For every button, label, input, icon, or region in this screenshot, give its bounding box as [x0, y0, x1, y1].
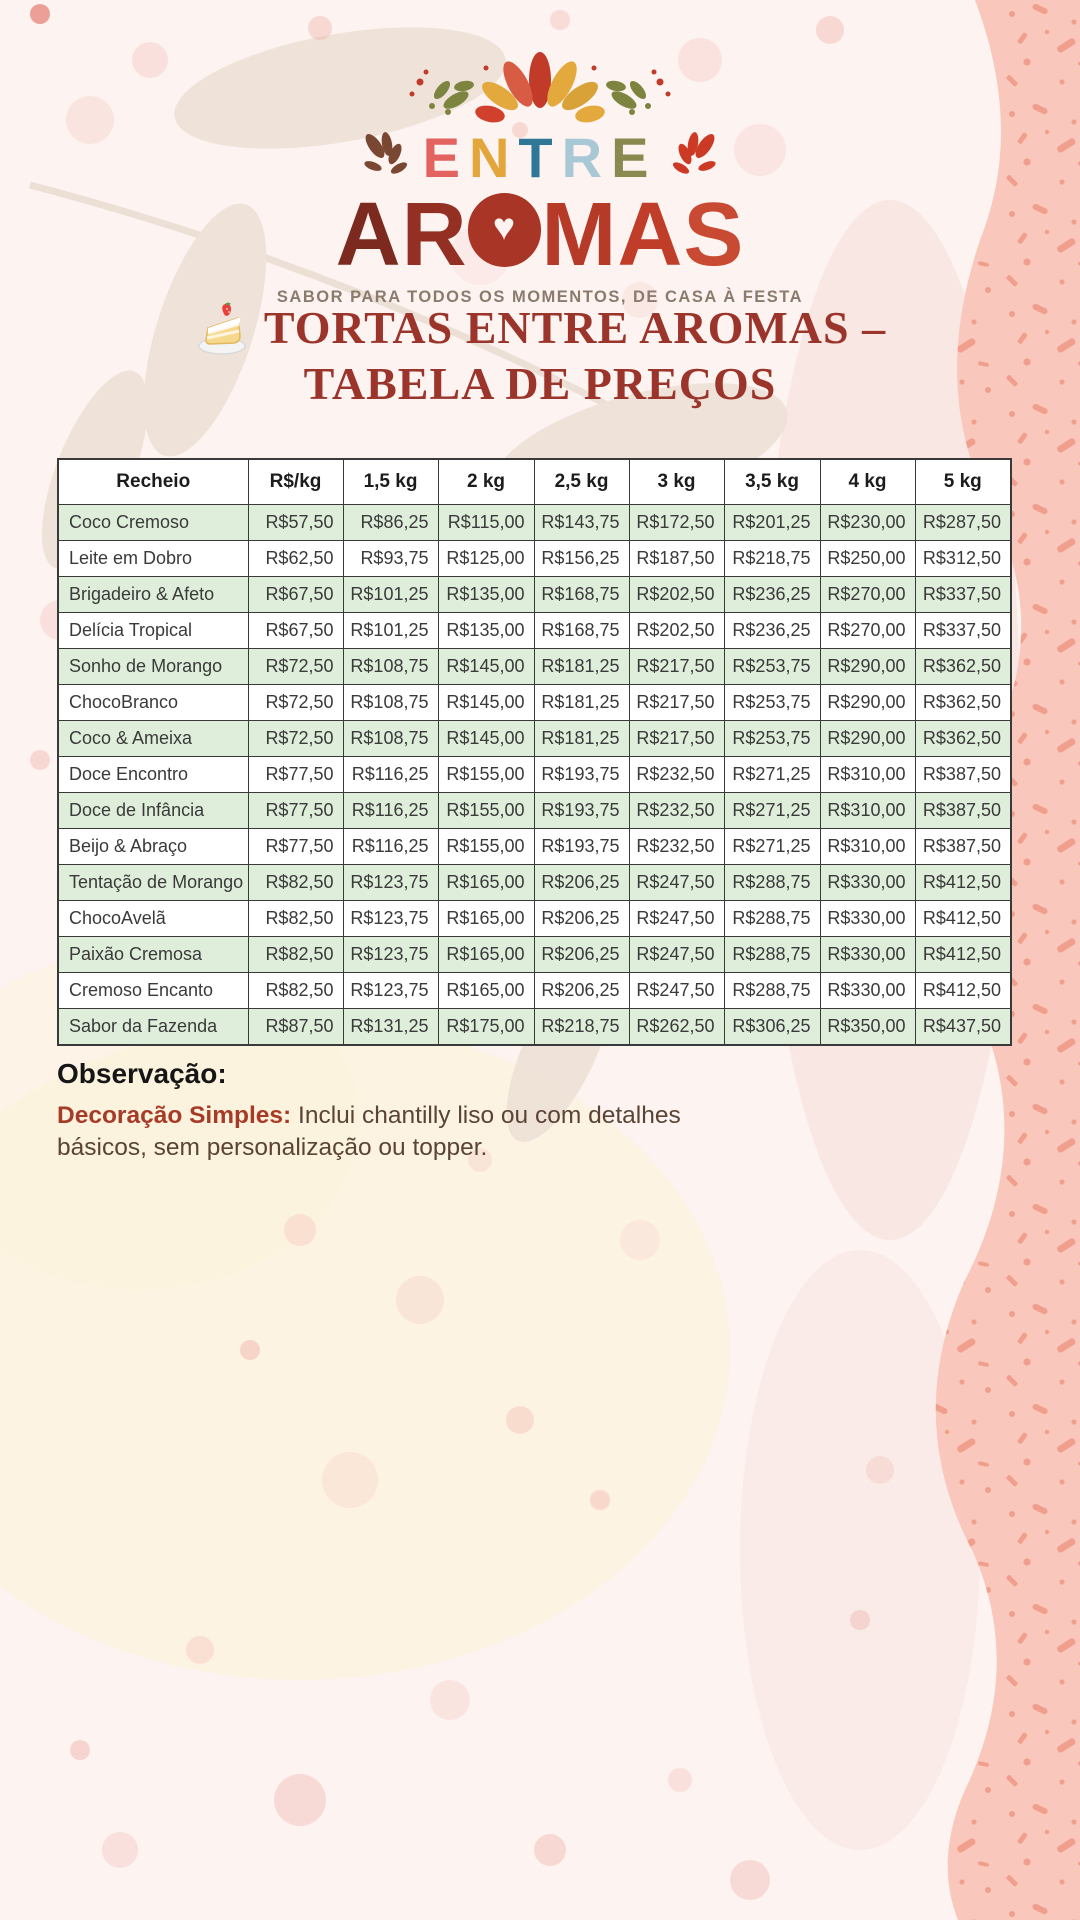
logo-letter	[468, 193, 542, 267]
price-cell: R$310,00	[820, 793, 915, 829]
note-text: Inclui chantilly liso ou com detalhes básicos, sem personalização ou topper.	[57, 1102, 681, 1162]
price-cell: R$270,00	[820, 577, 915, 613]
price-cell: R$206,25	[534, 937, 629, 973]
filling-name: Doce de Infância	[58, 793, 248, 829]
price-cell: R$175,00	[438, 1009, 534, 1046]
price-cell: R$288,75	[724, 973, 820, 1009]
price-cell: R$232,50	[629, 829, 724, 865]
price-cell: R$206,25	[534, 973, 629, 1009]
price-cell: R$387,50	[915, 757, 1011, 793]
note-body	[57, 1100, 707, 1165]
price-cell: R$123,75	[343, 973, 438, 1009]
price-cell: R$412,50	[915, 901, 1011, 937]
table-row	[58, 901, 1011, 937]
price-cell: R$253,75	[724, 685, 820, 721]
price-cell: R$218,75	[534, 1009, 629, 1046]
price-cell: R$82,50	[248, 937, 343, 973]
price-cell: R$350,00	[820, 1009, 915, 1046]
price-cell: R$72,50	[248, 721, 343, 757]
table-row	[58, 685, 1011, 721]
price-cell: R$236,25	[724, 577, 820, 613]
price-cell: R$437,50	[915, 1009, 1011, 1046]
price-cell: R$116,25	[343, 793, 438, 829]
filling-name: Sonho de Morango	[58, 649, 248, 685]
logo-letter: R	[401, 185, 468, 285]
table-row	[58, 757, 1011, 793]
price-cell: R$181,25	[534, 649, 629, 685]
table-row	[58, 973, 1011, 1009]
filling-name: ChocoAvelã	[58, 901, 248, 937]
filling-name: Leite em Dobro	[58, 541, 248, 577]
table-body	[58, 505, 1011, 1046]
price-cell: R$82,50	[248, 865, 343, 901]
filling-name: Tentação de Morango	[58, 865, 248, 901]
title-line-2: TABELA DE PREÇOS	[303, 358, 777, 409]
price-cell: R$247,50	[629, 937, 724, 973]
brown-leaf-cluster-icon	[361, 132, 407, 184]
price-cell: R$412,50	[915, 973, 1011, 1009]
logo-word-aromas	[0, 185, 1080, 285]
page-title	[0, 300, 1080, 411]
brand-logo	[0, 42, 1080, 307]
logo-letter: E	[611, 126, 658, 189]
price-cell: R$236,25	[724, 613, 820, 649]
price-cell: R$290,00	[820, 721, 915, 757]
price-cell: R$86,25	[343, 505, 438, 541]
price-cell: R$290,00	[820, 685, 915, 721]
price-cell: R$108,75	[343, 721, 438, 757]
price-cell: R$165,00	[438, 937, 534, 973]
price-cell: R$232,50	[629, 793, 724, 829]
price-cell: R$287,50	[915, 505, 1011, 541]
price-cell: R$145,00	[438, 649, 534, 685]
price-cell: R$201,25	[724, 505, 820, 541]
logo-letter: S	[683, 185, 745, 285]
price-cell: R$116,25	[343, 829, 438, 865]
price-cell: R$115,00	[438, 505, 534, 541]
column-header: 4 kg	[820, 459, 915, 505]
note-label: Decoração Simples:	[57, 1102, 292, 1129]
observation-note	[57, 1058, 737, 1165]
price-cell: R$362,50	[915, 685, 1011, 721]
price-cell: R$247,50	[629, 973, 724, 1009]
filling-name: ChocoBranco	[58, 685, 248, 721]
price-cell: R$135,00	[438, 577, 534, 613]
filling-name: Cremoso Encanto	[58, 973, 248, 1009]
price-cell: R$270,00	[820, 613, 915, 649]
filling-name: Beijo & Abraço	[58, 829, 248, 865]
logo-letter: A	[335, 185, 402, 285]
price-cell: R$181,25	[534, 721, 629, 757]
price-cell: R$57,50	[248, 505, 343, 541]
price-cell: R$123,75	[343, 901, 438, 937]
filling-name: Sabor da Fazenda	[58, 1009, 248, 1046]
price-cell: R$155,00	[438, 757, 534, 793]
price-cell: R$218,75	[724, 541, 820, 577]
red-leaf-cluster-icon	[673, 132, 719, 184]
price-cell: R$412,50	[915, 865, 1011, 901]
table-row	[58, 1009, 1011, 1046]
price-cell: R$165,00	[438, 901, 534, 937]
price-cell: R$288,75	[724, 937, 820, 973]
price-table	[57, 458, 1012, 1046]
price-cell: R$288,75	[724, 865, 820, 901]
logo-letter: M	[541, 185, 618, 285]
filling-name: Paixão Cremosa	[58, 937, 248, 973]
price-cell: R$217,50	[629, 685, 724, 721]
table-row	[58, 793, 1011, 829]
price-cell: R$193,75	[534, 757, 629, 793]
price-cell: R$387,50	[915, 829, 1011, 865]
price-cell: R$168,75	[534, 613, 629, 649]
column-header: 3 kg	[629, 459, 724, 505]
price-cell: R$217,50	[629, 721, 724, 757]
price-cell: R$202,50	[629, 577, 724, 613]
price-cell: R$155,00	[438, 829, 534, 865]
price-cell: R$72,50	[248, 685, 343, 721]
price-cell: R$165,00	[438, 865, 534, 901]
price-cell: R$271,25	[724, 829, 820, 865]
filling-name: Coco & Ameixa	[58, 721, 248, 757]
heart-icon: ♥	[492, 206, 517, 249]
table-row	[58, 829, 1011, 865]
table-row	[58, 577, 1011, 613]
price-cell: R$123,75	[343, 865, 438, 901]
cake-slice-icon	[194, 300, 250, 356]
logo-word-entre	[422, 126, 658, 189]
price-cell: R$247,50	[629, 901, 724, 937]
price-cell: R$253,75	[724, 721, 820, 757]
price-cell: R$362,50	[915, 721, 1011, 757]
price-cell: R$253,75	[724, 649, 820, 685]
title-line-1: TORTAS ENTRE AROMAS –	[263, 302, 887, 354]
table-row	[58, 865, 1011, 901]
price-cell: R$230,00	[820, 505, 915, 541]
price-cell: R$362,50	[915, 649, 1011, 685]
logo-letter: N	[468, 126, 519, 189]
price-cell: R$330,00	[820, 973, 915, 1009]
price-cell: R$145,00	[438, 721, 534, 757]
price-cell: R$156,25	[534, 541, 629, 577]
price-cell: R$87,50	[248, 1009, 343, 1046]
price-cell: R$288,75	[724, 901, 820, 937]
column-header: Recheio	[58, 459, 248, 505]
filling-name: Coco Cremoso	[58, 505, 248, 541]
price-cell: R$306,25	[724, 1009, 820, 1046]
price-cell: R$337,50	[915, 613, 1011, 649]
price-cell: R$412,50	[915, 937, 1011, 973]
filling-name: Brigadeiro & Afeto	[58, 577, 248, 613]
price-cell: R$232,50	[629, 757, 724, 793]
price-cell: R$82,50	[248, 973, 343, 1009]
column-header: 2 kg	[438, 459, 534, 505]
price-cell: R$271,25	[724, 757, 820, 793]
price-cell: R$143,75	[534, 505, 629, 541]
price-cell: R$101,25	[343, 577, 438, 613]
column-header: 1,5 kg	[343, 459, 438, 505]
filling-name: Doce Encontro	[58, 757, 248, 793]
price-cell: R$387,50	[915, 793, 1011, 829]
price-cell: R$168,75	[534, 577, 629, 613]
price-cell: R$310,00	[820, 757, 915, 793]
table-row	[58, 649, 1011, 685]
price-cell: R$67,50	[248, 577, 343, 613]
price-cell: R$123,75	[343, 937, 438, 973]
column-header: R$/kg	[248, 459, 343, 505]
logo-letter: R	[561, 126, 612, 189]
price-cell: R$206,25	[534, 865, 629, 901]
price-cell: R$116,25	[343, 757, 438, 793]
price-cell: R$131,25	[343, 1009, 438, 1046]
price-cell: R$181,25	[534, 685, 629, 721]
price-cell: R$337,50	[915, 577, 1011, 613]
table-row	[58, 721, 1011, 757]
price-cell: R$330,00	[820, 937, 915, 973]
price-cell: R$262,50	[629, 1009, 724, 1046]
price-cell: R$125,00	[438, 541, 534, 577]
price-cell: R$135,00	[438, 613, 534, 649]
table-row	[58, 613, 1011, 649]
price-cell: R$312,50	[915, 541, 1011, 577]
price-cell: R$62,50	[248, 541, 343, 577]
price-cell: R$206,25	[534, 901, 629, 937]
price-cell: R$77,50	[248, 829, 343, 865]
table-row	[58, 505, 1011, 541]
table-row	[58, 541, 1011, 577]
price-cell: R$202,50	[629, 613, 724, 649]
price-cell: R$67,50	[248, 613, 343, 649]
table-header-row	[58, 459, 1011, 505]
logo-letter: A	[617, 185, 684, 285]
price-cell: R$72,50	[248, 649, 343, 685]
price-cell: R$310,00	[820, 829, 915, 865]
table-row	[58, 937, 1011, 973]
filling-name: Delícia Tropical	[58, 613, 248, 649]
column-header: 5 kg	[915, 459, 1011, 505]
price-cell: R$145,00	[438, 685, 534, 721]
price-cell: R$77,50	[248, 793, 343, 829]
floral-fan-icon	[390, 42, 690, 130]
price-cell: R$247,50	[629, 865, 724, 901]
price-cell: R$93,75	[343, 541, 438, 577]
price-cell: R$187,50	[629, 541, 724, 577]
price-cell: R$193,75	[534, 829, 629, 865]
price-cell: R$165,00	[438, 973, 534, 1009]
column-header: 2,5 kg	[534, 459, 629, 505]
price-cell: R$330,00	[820, 901, 915, 937]
price-cell: R$271,25	[724, 793, 820, 829]
price-cell: R$101,25	[343, 613, 438, 649]
logo-letter: E	[422, 126, 469, 189]
price-cell: R$193,75	[534, 793, 629, 829]
price-cell: R$108,75	[343, 685, 438, 721]
price-cell: R$82,50	[248, 901, 343, 937]
price-cell: R$172,50	[629, 505, 724, 541]
price-cell: R$217,50	[629, 649, 724, 685]
logo-letter: T	[518, 126, 562, 189]
note-heading: Observação:	[57, 1058, 227, 1089]
price-cell: R$108,75	[343, 649, 438, 685]
price-cell: R$330,00	[820, 865, 915, 901]
price-cell: R$155,00	[438, 793, 534, 829]
price-cell: R$250,00	[820, 541, 915, 577]
column-header: 3,5 kg	[724, 459, 820, 505]
logo-tagline: SABOR PARA TODOS OS MOMENTOS, DE CASA À FESTA	[276, 288, 804, 306]
price-cell: R$77,50	[248, 757, 343, 793]
price-cell: R$290,00	[820, 649, 915, 685]
